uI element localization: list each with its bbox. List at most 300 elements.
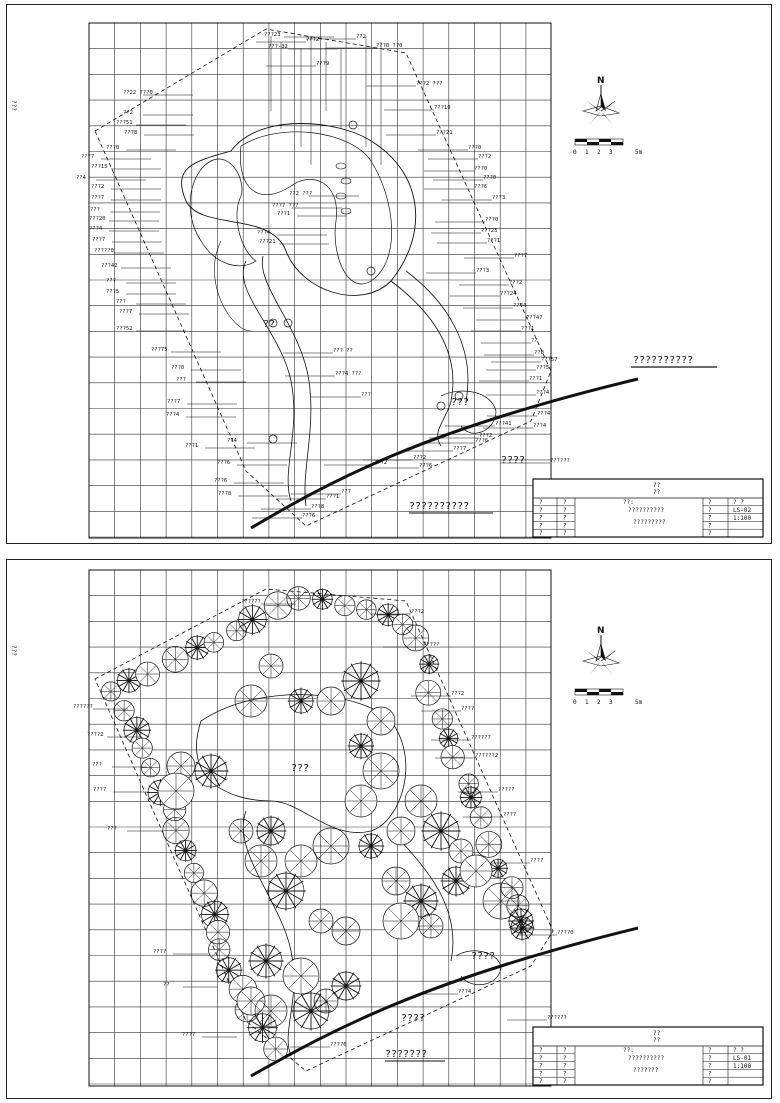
plant-label: ??4 [76, 175, 86, 181]
title-block-right-cell: ? [708, 1054, 712, 1062]
drawing-sheet-planting-plan [6, 559, 772, 1099]
tree-branch [421, 790, 432, 801]
tree-branch [167, 831, 176, 840]
scale-bar-segment [575, 689, 587, 692]
title-block-left-cell: ? [539, 1078, 543, 1086]
plant-label: ???21 [436, 130, 453, 136]
tree-branch [144, 768, 150, 774]
tree-symbol-icon [432, 709, 452, 729]
title-block-project: ??: [623, 499, 634, 506]
tree-branch [387, 872, 396, 881]
plant-label: ???1 [277, 211, 291, 217]
tree-symbol-icon [387, 817, 415, 845]
tree-branch [261, 850, 272, 861]
plant-label: ???2 [479, 433, 493, 439]
plant-label: ???21 [259, 239, 276, 245]
tree-symbol-icon [255, 995, 287, 1027]
tree-symbol-icon [235, 685, 267, 717]
tree-symbol-icon [392, 614, 412, 634]
pavilion-label: ??? [451, 397, 470, 408]
garden-path-edge [391, 831, 453, 961]
tree-symbol-icon [287, 587, 311, 611]
plant-label: ???42 [101, 263, 118, 269]
scale-bar-label: 1 [585, 699, 589, 706]
tree-branch [261, 861, 272, 872]
title-block-right-cell: ? [708, 1047, 712, 1054]
tree-branch [175, 659, 184, 668]
tree-branch [480, 836, 489, 845]
title-block-ratio: 1:100 [733, 515, 752, 522]
tree-branch [104, 691, 110, 697]
tree-branch [319, 834, 331, 846]
compass-rose-icon [601, 661, 613, 675]
tree-branch [410, 801, 421, 812]
plant-label: ???4 [536, 390, 550, 396]
tree-branch [407, 638, 416, 647]
title-block-drawing-subname: ??????? [633, 1067, 659, 1074]
tree-branch [369, 771, 381, 783]
plant-label: ???7 [92, 237, 106, 243]
tree-branch [435, 712, 442, 719]
tree-branch [510, 898, 517, 905]
plant-label: ???8 [124, 130, 138, 136]
center-label: ?? [263, 319, 276, 330]
plant-label: ???2 [91, 184, 105, 190]
tree-symbol-icon [132, 738, 152, 758]
plant-label: ???1 [326, 494, 340, 500]
title-block-header: ?? [653, 482, 661, 489]
north-label: N [597, 626, 605, 636]
plant-label: ???3 [476, 268, 490, 274]
plant-label: ???2 [478, 154, 492, 160]
title-block-left-cell: ? [539, 530, 543, 538]
plant-label: ???3 [492, 195, 506, 201]
plant-label: ???7 [453, 446, 467, 452]
plant-label: ???4 [458, 989, 472, 995]
plant-label: ???2 [374, 460, 388, 466]
title-block-right-cell: ? [708, 1078, 712, 1086]
title-block-project: ??: [623, 1047, 634, 1054]
tree-symbol-icon [114, 701, 134, 721]
tree-symbol-icon [227, 621, 247, 641]
plant-label: ???2 [306, 37, 320, 43]
tree-branch [124, 704, 131, 711]
plant-label: ???4 [513, 303, 527, 309]
tree-branch [480, 844, 489, 853]
plant-label: ???24 [500, 291, 517, 297]
tree-symbol-icon [208, 939, 230, 961]
tree-symbol-icon [313, 828, 349, 864]
title-block-left-cell: ? [563, 506, 567, 514]
plant-label: ???? [182, 1032, 196, 1038]
planting-plan-drawing [7, 560, 773, 1100]
title-block-drawing-no: LS-01 [733, 1055, 752, 1062]
plant-label: ???6 [474, 184, 488, 190]
site-boundary [95, 29, 551, 526]
tree-symbol-icon [459, 774, 478, 793]
tree-branch [104, 685, 110, 691]
tree-symbol-icon [256, 816, 287, 847]
plant-label: ??2 [123, 110, 133, 116]
tree-branch [230, 631, 237, 638]
tree-branch [326, 993, 334, 1001]
tree-branch [117, 704, 124, 711]
plant-label: ???4 [89, 226, 103, 232]
tree-branch [369, 759, 381, 771]
plant-label: ?????? [241, 599, 261, 605]
title-block-right-cell: ? [708, 499, 712, 506]
title-block-left-cell: ? [539, 506, 543, 514]
plant-label: ???75 [151, 347, 168, 353]
tree-symbol-icon [470, 807, 492, 829]
tree-symbol-icon [441, 745, 464, 768]
scale-bar-label: 1 [585, 149, 589, 156]
plant-label: ???6 [302, 513, 316, 519]
plant-label: ??? ?? [333, 348, 353, 354]
tree-branch [489, 889, 501, 901]
tree-branch [442, 719, 449, 726]
plant-label: ???6 [419, 463, 433, 469]
plant-label: ???7 [81, 154, 95, 160]
scale-bar-segment [599, 689, 611, 692]
tree-symbol-icon [460, 855, 492, 887]
title-block-left-cell: ? [539, 522, 543, 530]
plant-label: ???4 ??? [335, 371, 362, 377]
title-block-left-cell: ? [563, 1054, 567, 1062]
tree-branch [442, 712, 449, 719]
tree-branch [204, 884, 213, 893]
tree-symbol-icon [357, 600, 377, 620]
plant-label: ???0 [483, 175, 497, 181]
plant-label: ??? [90, 207, 100, 213]
tree-symbol-icon [312, 588, 334, 610]
plant-label: ???5 [536, 365, 550, 371]
title-block-left-cell: ? [563, 499, 567, 506]
title-block-left-cell: ? [563, 1070, 567, 1078]
tree-symbol-icon [382, 867, 410, 895]
tree-branch [172, 757, 181, 766]
tree-symbol-icon [162, 646, 188, 672]
title-block-left-cell: ? [563, 1062, 567, 1070]
plant-label: ??? [176, 377, 186, 383]
garden-path-edge [406, 271, 468, 401]
tree-branch [435, 719, 442, 726]
plant-label: ???7 [167, 399, 181, 405]
title-block-drawing-no: LS-02 [733, 507, 752, 514]
plant-label: ???7 [514, 253, 528, 259]
plant-label: ???52 [116, 326, 133, 332]
title-block-drawing-subname: ????????? [633, 519, 666, 526]
tree-symbol-icon [206, 920, 230, 944]
tree-symbol-icon [345, 785, 377, 817]
tree-branch [195, 884, 204, 893]
tree-branch [175, 651, 184, 660]
tree-symbol-icon [341, 661, 381, 701]
plant-label: ???10 [434, 105, 451, 111]
tree-branch [233, 831, 241, 839]
title-block-drawing-name: ?????????? [628, 1055, 665, 1062]
tree-branch [462, 777, 469, 784]
plant-label: ????? [498, 787, 515, 793]
plant-label: ???? [503, 812, 517, 818]
plant-label: ???4 [533, 423, 547, 429]
plant-label: ???8 [311, 504, 325, 510]
tree-branch [176, 831, 185, 840]
plant-label: ???4 [257, 230, 271, 236]
tree-branch [111, 691, 117, 697]
planting-bed-outline [190, 159, 256, 266]
tree-symbol-icon [191, 880, 218, 907]
title-block-left-cell: ? [563, 522, 567, 530]
plant-label: ????? [423, 642, 440, 648]
tree-symbol-icon [259, 654, 283, 678]
title-block-right-cell: ? [708, 522, 712, 530]
stepping-stone-icon [349, 121, 357, 129]
tree-symbol-icon [335, 595, 355, 615]
sheet-side-label: ??? [10, 645, 17, 656]
tree-symbol-icon [317, 687, 345, 715]
tree-branch [387, 881, 396, 890]
tree-branch [319, 846, 331, 858]
plant-label: ???5 [106, 289, 120, 295]
tree-branch [250, 850, 261, 861]
tree-symbol-icon [248, 943, 283, 978]
plant-label: ????0 [557, 930, 574, 936]
plant-label: ???9 [316, 61, 330, 67]
tree-symbol-icon [383, 903, 419, 939]
tree-branch [326, 1001, 334, 1009]
plant-label: ????2 [87, 732, 104, 738]
plant-label: ?????? [550, 458, 570, 464]
plant-label: ?? [531, 338, 538, 344]
plant-label: ???2 ??? [416, 81, 443, 87]
plant-label: ???-32 [268, 44, 288, 50]
stepping-stone-icon [336, 163, 346, 169]
plant-label: ???0 ??0 [376, 43, 403, 49]
compass-rose-icon [601, 111, 613, 125]
title-block-header-line2: ?? [653, 1037, 661, 1044]
tree-branch [236, 631, 243, 638]
garden-path-edge [262, 256, 311, 506]
title-block-right-cell: ? [708, 1070, 712, 1078]
title-block-left-cell: ? [563, 1078, 567, 1086]
tree-branch [204, 893, 213, 902]
plant-label: ???? [461, 706, 475, 712]
plant-label: ???0 [468, 145, 482, 151]
scale-bar-label: 3 [609, 149, 613, 156]
tree-symbol-icon [348, 733, 374, 759]
plant-label: ???1 [521, 326, 535, 332]
plant-label: ???57 [541, 357, 558, 363]
title-block-left-cell: ? [563, 514, 567, 522]
tree-branch [410, 790, 421, 801]
title-block-right-cell: ? [708, 506, 712, 514]
tree-symbol-icon [158, 773, 194, 809]
tree-symbol-icon [237, 604, 267, 634]
scale-bar-segment [587, 692, 599, 695]
plant-label: ???41 [495, 421, 512, 427]
scale-bar-label: 5m [635, 149, 643, 156]
tree-branch [421, 801, 432, 812]
plan-layer [73, 570, 763, 1086]
tree-branch [124, 711, 131, 718]
title-block-left-cell: ? [539, 1047, 543, 1054]
title-block-left-cell: ? [539, 1070, 543, 1078]
plant-label: ???6 [475, 438, 489, 444]
tree-branch [381, 771, 393, 783]
plant-label: ??? [92, 762, 102, 768]
scale-bar-segment [587, 142, 599, 145]
tree-branch [111, 685, 117, 691]
plant-label: ??? [116, 299, 126, 305]
title-block-drawing-name: ?????????? [628, 507, 665, 514]
stepping-stone-icon [269, 435, 277, 443]
plant-label: ??22 ???0 [123, 90, 153, 96]
scale-bar-label: 2 [597, 149, 601, 156]
scale-bar-label: 2 [597, 699, 601, 706]
plant-label: ???0 [474, 166, 488, 172]
plant-label: ???20 [89, 216, 106, 222]
plant-label: ???6 [217, 460, 231, 466]
drawing-sheet-grid-plan [6, 4, 772, 544]
tree-branch [423, 918, 431, 926]
tree-branch [299, 598, 307, 606]
title-block-scale: ? ? [733, 1047, 744, 1054]
plant-label: ???1 [487, 238, 501, 244]
tree-branch [181, 757, 190, 766]
plant-label: ??8 [534, 350, 544, 356]
title-block-scale: ? ? [733, 499, 744, 506]
plant-label: ???7 [91, 195, 105, 201]
plant-label: ???4 [166, 412, 180, 418]
tree-branch [151, 762, 157, 768]
tree-symbol-icon [283, 958, 319, 994]
scale-bar-label: 3 [609, 699, 613, 706]
plant-label: ???4 [537, 411, 551, 417]
corner-label: ???? [401, 1013, 426, 1024]
entrance-label: ??????? [385, 1049, 428, 1060]
tree-branch [167, 651, 176, 660]
tree-branch [331, 834, 343, 846]
tree-branch [167, 659, 176, 668]
tree-symbol-icon [285, 845, 317, 877]
tree-symbol-icon [141, 758, 159, 776]
plant-label: ???? [93, 787, 107, 793]
tree-symbol-icon [101, 682, 120, 701]
tree-symbol-icon [184, 863, 203, 882]
plant-label: ???0 [106, 145, 120, 151]
tree-symbol-icon [367, 707, 395, 735]
tree-branch [117, 711, 124, 718]
tree-symbol-icon [193, 753, 228, 788]
tree-branch [431, 918, 439, 926]
tree-branch [489, 836, 498, 845]
tree-symbol-icon [476, 831, 502, 857]
north-label: N [597, 76, 605, 86]
plant-label: ???0 [485, 217, 499, 223]
plan-layer [76, 23, 763, 538]
tree-symbol-icon [245, 845, 277, 877]
plant-label: ???15 [91, 164, 108, 170]
plant-label: ???1 [185, 443, 199, 449]
plant-label: ???6 [214, 478, 228, 484]
tree-branch [230, 624, 237, 631]
lawn-outline [182, 124, 416, 296]
tree-symbol-icon [309, 909, 333, 933]
plant-label: ???51 [116, 120, 133, 126]
tree-symbol-icon [501, 877, 523, 899]
tree-symbol-icon [136, 662, 160, 686]
plant-label: ??????2 [475, 753, 499, 759]
plant-label: ??2 [356, 34, 366, 40]
scale-bar-label: 0 [573, 699, 577, 706]
plant-label: ????6 [330, 1042, 347, 1048]
plant-label: ???25 [481, 228, 498, 234]
title-block-right-cell: ? [708, 1062, 712, 1070]
scale-bar-segment [599, 139, 611, 142]
scale-bar-segment [611, 142, 623, 145]
plant-label: ???0 [171, 365, 185, 371]
tree-symbol-icon [204, 633, 224, 653]
plant-label: ?????0 [94, 248, 114, 254]
plant-label: ???47 [526, 315, 543, 321]
entrance-label: ?????????? [409, 501, 470, 512]
plant-label: ???0 [218, 491, 232, 497]
plant-label: ???7 ??? [272, 203, 299, 209]
tree-symbol-icon [331, 971, 362, 1002]
tree-branch [195, 893, 204, 902]
tree-branch [346, 931, 355, 940]
plant-label: ???23 [264, 32, 281, 38]
tree-branch [251, 690, 262, 701]
tree-symbol-icon [439, 728, 459, 748]
scale-bar-label: 5m [635, 699, 643, 706]
tree-symbol-icon [174, 839, 197, 862]
title-block-left-cell: ? [563, 1047, 567, 1054]
plant-label: ???2 [509, 280, 523, 286]
title-block-right-cell: ? [708, 514, 712, 522]
tree-branch [167, 822, 176, 831]
plant-label: ?????? [471, 735, 491, 741]
garden-path-edge [243, 811, 294, 1056]
title-block-ratio: 1:100 [733, 1063, 752, 1070]
plant-label: ???2 [451, 691, 465, 697]
tree-branch [381, 759, 393, 771]
plant-label: ???1 [529, 376, 543, 382]
tree-branch [337, 931, 346, 940]
tree-branch [462, 784, 469, 791]
tree-branch [271, 1000, 282, 1011]
title-block-right-cell: ? [708, 530, 712, 538]
grid-plan-drawing [7, 5, 773, 545]
pavilion-label: ???? [471, 951, 496, 962]
title-block-left-cell: ? [539, 514, 543, 522]
grid-lines [89, 23, 551, 538]
plant-label: ???7 [119, 309, 133, 315]
plant-label: ???2 [413, 455, 427, 461]
tree-symbol-icon [405, 785, 437, 817]
tree-symbol-icon [264, 592, 292, 620]
road-label: ?????????? [633, 355, 694, 366]
tree-symbol-icon [363, 753, 399, 789]
tree-branch [151, 768, 157, 774]
scale-bar-label: 0 [573, 149, 577, 156]
tree-symbol-icon [416, 680, 441, 705]
tree-branch [241, 831, 249, 839]
tree-branch [407, 629, 416, 638]
tree-branch [489, 844, 498, 853]
tree-branch [271, 1011, 282, 1022]
